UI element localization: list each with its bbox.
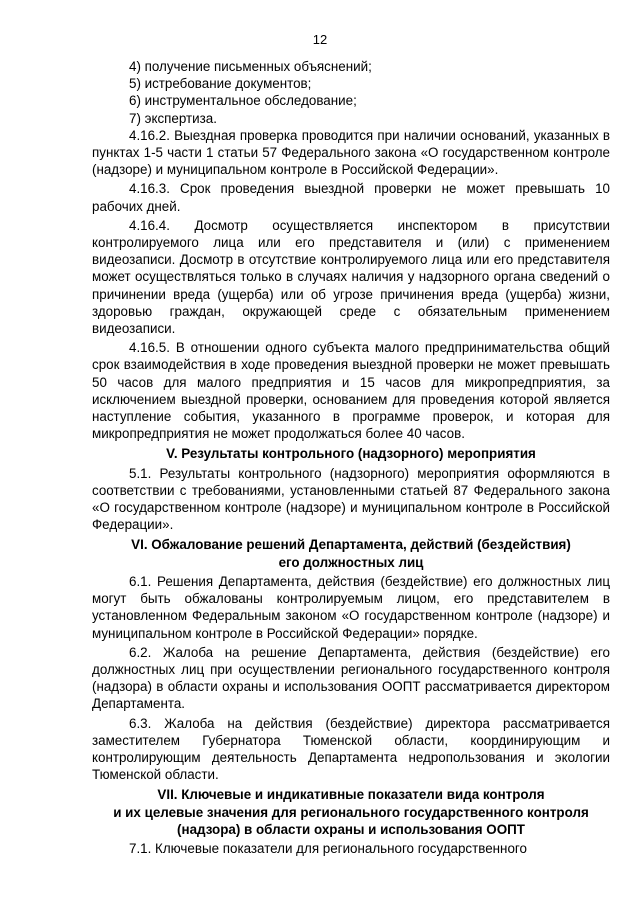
section-heading-vii-line1: VII. Ключевые и индикативные показатели вида контроля — [157, 787, 545, 803]
section-heading-vi-line1: VI. Обжалование решений Департамента, действий (бездействия) — [131, 537, 571, 553]
list-item-documents: 5) истребование документов; — [129, 76, 312, 92]
section-heading-v: V. Результаты контрольного (надзорного) мероприятия — [166, 446, 536, 462]
paragraph-4-16-3: 4.16.3. Срок проведения выездной проверки не может превышать 10 рабочих дней. — [92, 181, 610, 214]
section-heading-vii-line2: и их целевые значения для регионального государственного контроля — [113, 804, 589, 820]
section-heading-vii — [92, 786, 610, 838]
list-item-expertise: 7) экспертиза. — [129, 110, 217, 126]
list-item-instrumental: 6) инструментальное обследование; — [129, 93, 357, 109]
paragraph-6-1: 6.1. Решения Департамента, действия (бездействие) его должностных лиц могут быть обжалованы контролируемым лицом, его представителем в установленном Федеральным законом «О государственном контроле (надзоре) и муниципальном контроле в Российской Федерации» порядке. — [92, 573, 610, 641]
paragraph-6-2: 6.2. Жалоба на решение Департамента, действия (бездействие) его должностных лиц при осуществлении регионального государственного контроля (надзора) в области охраны и использования ООПТ рассматривается директором Департамента. — [92, 644, 610, 712]
paragraph-6-3: 6.3. Жалоба на действия (бездействие) директора рассматривается заместителем Губернатора Тюменской области, координирующим и контролирующим деятельность Департамента недропользования и экологии Тюменской области. — [92, 715, 610, 783]
paragraph-5-1: 5.1. Результаты контрольного (надзорного) мероприятия оформляются в соответствии с требованиями, установленными статьей 87 Федерального закона «О государственном контроле (надзоре) и муниципальном контроле в Российской Федерации». — [92, 465, 610, 533]
paragraph-4-16-5: 4.16.5. В отношении одного субъекта малого предпринимательства общий срок взаимодействия в ходе проведения выездной проверки не может превышать 50 часов для малого предприятия и 15 часов для микропредприятия, за исключением выездной проверки, основанием для проведения которой является наступление события, указанного в программе проверок, и которая для микропредприятия не может продолжаться более 40 часов. — [92, 340, 610, 442]
paragraph-4-16-4: 4.16.4. Досмотр осуществляется инспектором в присутствии контролируемого лица или его представителя и (или) с применением видеозаписи. Досмотр в отсутствие контролируемого лица или его представителя может осуществляться только в случаях наличия у надзорного органа сведений о причинении вреда (ущерба) или об угрозе причинения вреда (ущерба) жизни, здоровью граждан, окружающей среде с обязательным применением видеозаписи. — [92, 217, 610, 337]
paragraph-7-1: 7.1. Ключевые показатели для регионального государственного — [129, 840, 527, 856]
document-body — [92, 58, 610, 857]
list-item-explanations: 4) получение письменных объяснений; — [129, 59, 372, 74]
page-number: 12 — [312, 32, 328, 47]
section-heading-vi-line2: его должностных лиц — [278, 554, 424, 570]
paragraph-4-16-2: 4.16.2. Выездная проверка проводится при наличии оснований, указанных в пунктах 1-5 части 1 статьи 57 Федерального закона «О государственном контроле (надзоре) и муниципальном контроле в Российской Федерации». — [92, 127, 610, 178]
section-heading-vi — [92, 536, 610, 570]
section-heading-vii-line3: (надзора) в области охраны и использования ООПТ — [177, 821, 525, 837]
